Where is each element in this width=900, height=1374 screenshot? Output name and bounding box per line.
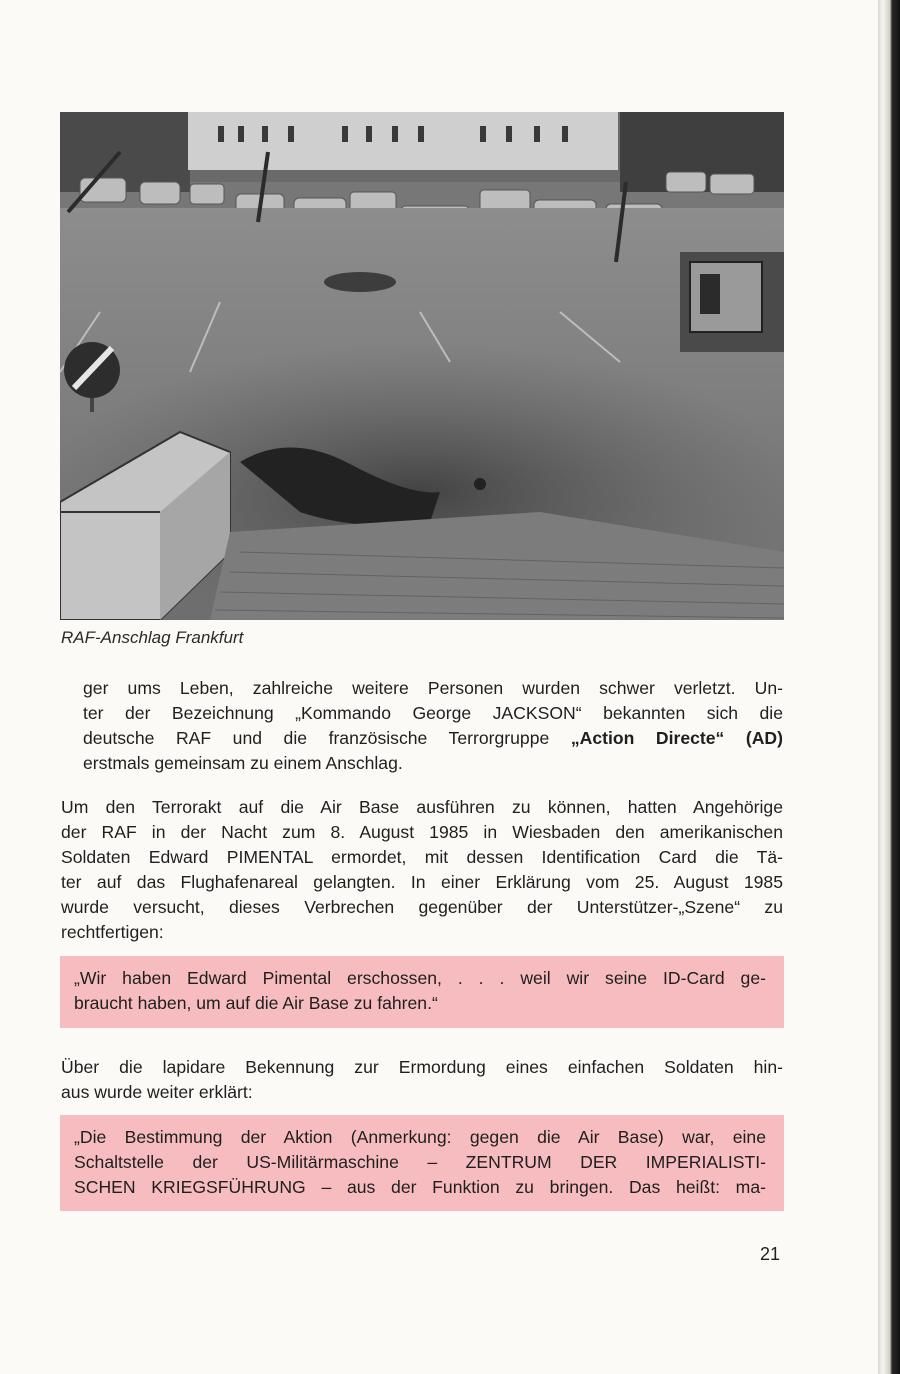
book-spine-edge xyxy=(878,0,900,1374)
paragraph-attack-claim xyxy=(83,676,783,776)
photo-illustration xyxy=(60,112,784,620)
text-fragment: deutsche RAF und die französische Terrorgruppe xyxy=(83,728,571,748)
quote-text xyxy=(60,1115,784,1200)
text-line: „Die Bestimmung der Aktion (Anmerkung: gegen die Air Base) war, eine xyxy=(74,1127,766,1147)
text-line xyxy=(83,726,783,751)
quote-box-id-card xyxy=(60,956,784,1028)
text-line: braucht haben, um auf die Air Base zu fahren.“ xyxy=(74,993,438,1013)
text-line: Schaltstelle der US-Militärmaschine – ZENTRUM DER IMPERIALISTI- xyxy=(74,1152,766,1172)
paragraph-further-statement xyxy=(61,1055,783,1105)
action-directe-emphasis: „Action Directe“ (AD) xyxy=(570,728,783,748)
text-line: wurde versucht, dieses Verbrechen gegenüber der Unterstützer-„Szene“ zu xyxy=(61,897,783,917)
text-line: „Wir haben Edward Pimental erschossen, . . . weil wir seine ID-Card ge- xyxy=(74,968,766,988)
text-line: Über die lapidare Bekennung zur Ermordung eines einfachen Soldaten hin- xyxy=(61,1057,783,1077)
quote-text xyxy=(60,956,784,1016)
page-number: 21 xyxy=(760,1244,781,1264)
text-line: ter auf das Flughafenareal gelangten. In einer Erklärung vom 25. August 1985 xyxy=(61,872,783,892)
text-line: rechtfertigen: xyxy=(61,922,164,942)
text-line: ger ums Leben, zahlreiche weitere Personen wurden schwer verletzt. Un- xyxy=(83,678,783,698)
text-line: ter der Bezeichnung „Kommando George JACKSON“ bekannten sich die xyxy=(83,703,783,723)
paragraph-pimental-murder xyxy=(61,795,783,945)
explosion-site-photo xyxy=(60,112,784,620)
photo-caption: RAF-Anschlag Frankfurt xyxy=(61,628,244,647)
text-line: erstmals gemeinsam zu einem Anschlag. xyxy=(83,753,403,773)
text-line: SCHEN KRIEGSFÜHRUNG – aus der Funktion zu bringen. Das heißt: ma- xyxy=(74,1177,766,1197)
quote-box-action-purpose xyxy=(60,1115,784,1211)
text-line: Um den Terrorakt auf die Air Base ausführen zu können, hatten Angehörige xyxy=(61,797,783,817)
text-line: aus wurde weiter erklärt: xyxy=(61,1082,253,1102)
text-line: Soldaten Edward PIMENTAL ermordet, mit dessen Identification Card die Tä- xyxy=(61,847,783,867)
text-line: der RAF in der Nacht zum 8. August 1985 in Wiesbaden den amerikanischen xyxy=(61,822,783,842)
